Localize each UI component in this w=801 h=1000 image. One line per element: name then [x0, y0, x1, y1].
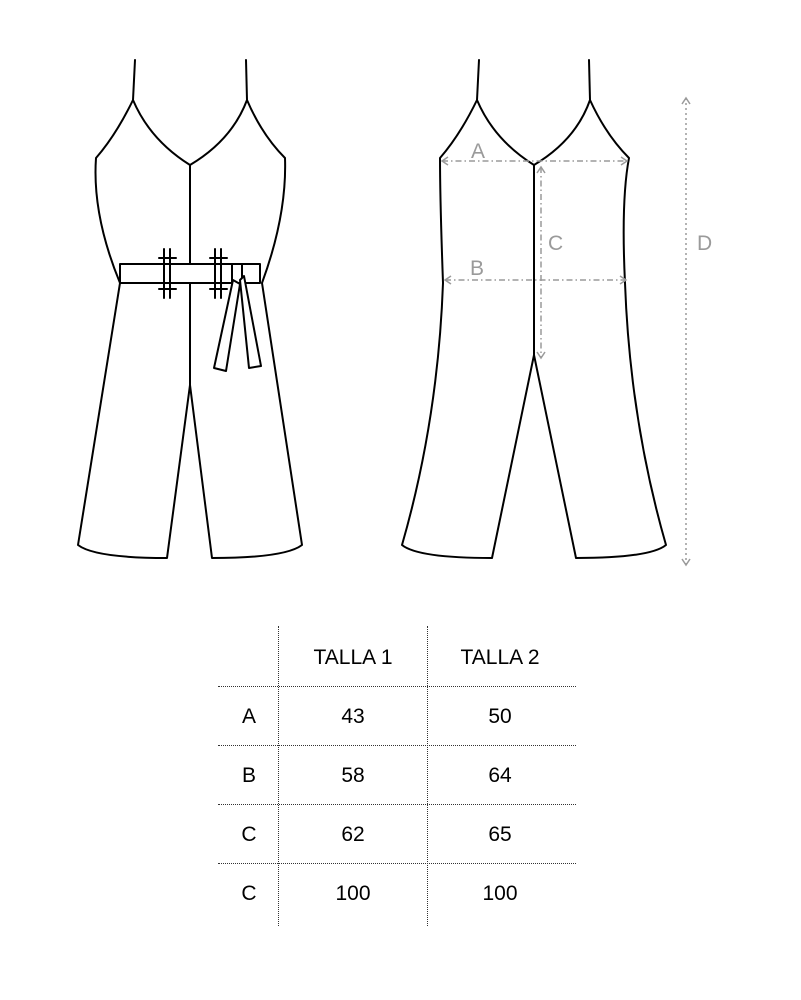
measure-label-d: D: [697, 232, 713, 255]
table-cell-talla-1: 43: [341, 705, 365, 728]
front-right-strap: [246, 60, 247, 100]
table-cell-talla-1: 58: [341, 764, 365, 787]
table-cell-talla-2: 65: [488, 823, 512, 846]
measure-total-length: [682, 98, 712, 565]
row-label: B: [241, 764, 256, 787]
table-divider-horizontal: [218, 804, 576, 805]
table-divider-horizontal: [218, 863, 576, 864]
table-cell-talla-2: 50: [488, 705, 512, 728]
measure-label-b: B: [470, 257, 485, 280]
table-divider-horizontal: [218, 686, 576, 687]
table-divider-vertical: [427, 626, 428, 926]
column-header-talla-2: TALLA 2: [460, 646, 540, 669]
table-cell-talla-2: 100: [482, 882, 518, 905]
back-left-strap: [477, 60, 479, 100]
table-cell-talla-2: 64: [488, 764, 512, 787]
row-label: C: [241, 882, 257, 905]
column-header-talla-1: TALLA 1: [313, 646, 393, 669]
back-right-strap: [589, 60, 590, 100]
table-divider-horizontal: [218, 745, 576, 746]
row-label: C: [241, 823, 257, 846]
row-label: A: [241, 705, 256, 728]
table-cell-talla-1: 62: [341, 823, 365, 846]
measure-label-c: C: [548, 232, 564, 255]
front-view-jumpsuit: [78, 60, 302, 558]
measure-label-a: A: [471, 140, 486, 163]
front-left-strap: [133, 60, 135, 100]
back-view-jumpsuit: [402, 60, 666, 558]
table-cell-talla-1: 100: [335, 882, 371, 905]
size-table: [0, 600, 801, 1000]
